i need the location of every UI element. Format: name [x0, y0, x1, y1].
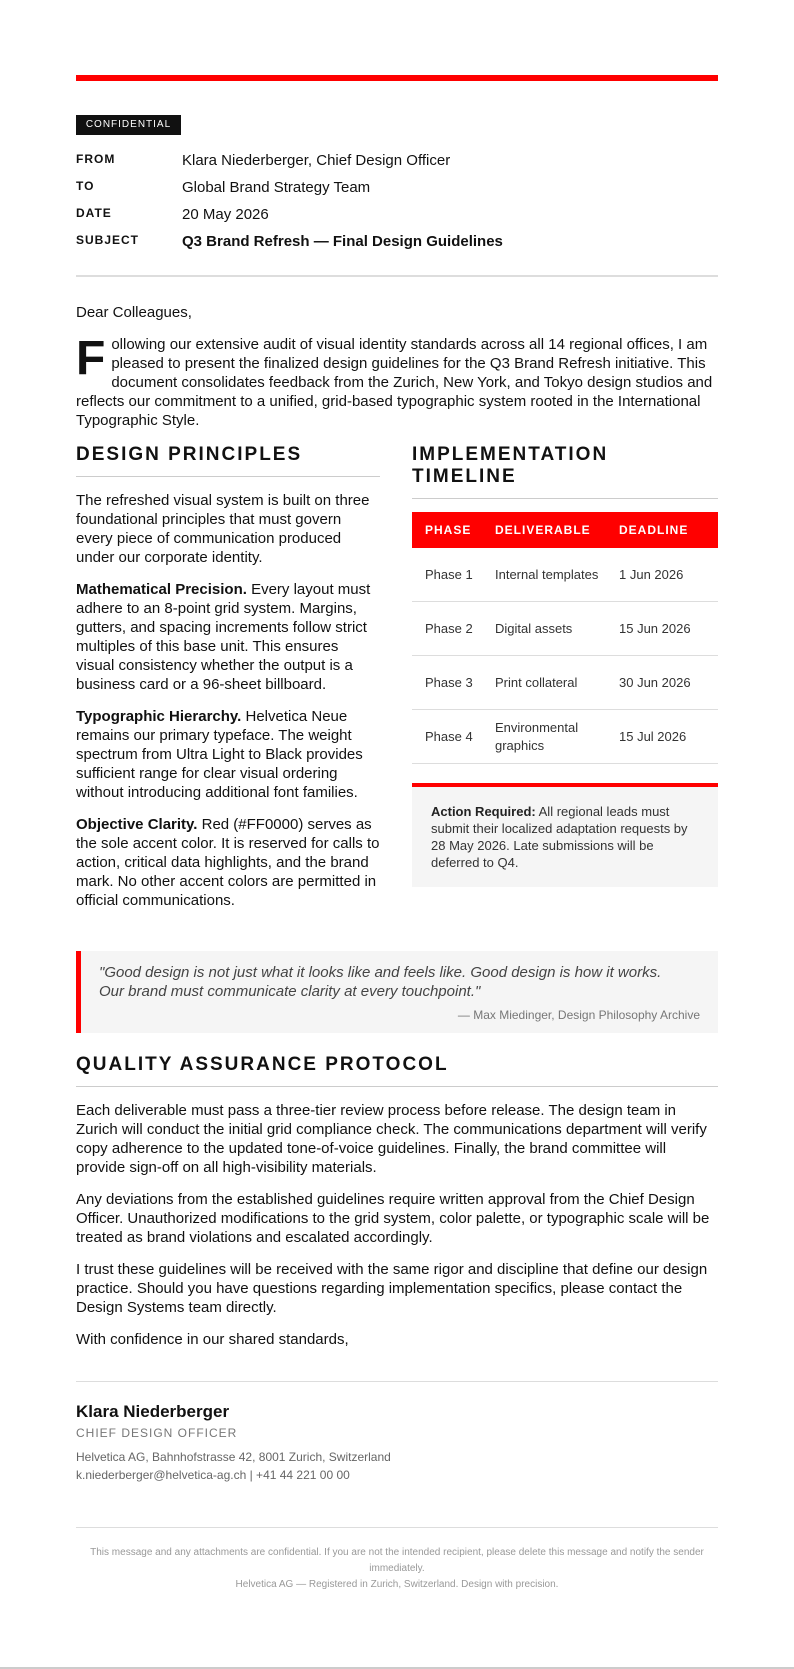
date-value: 20 May 2026 — [182, 206, 269, 223]
design-principles-section — [76, 444, 380, 910]
phase-cell: Phase 3 — [412, 656, 482, 710]
design-principles-heading: DESIGN PRINCIPLES — [76, 444, 303, 465]
implementation-timeline-section — [412, 444, 718, 887]
subject-label: SUBJECT — [76, 233, 140, 247]
quality-assurance-section — [76, 1054, 718, 1349]
column-header-phase: PHASE — [412, 512, 482, 548]
deliverable-cell: Digital assets — [482, 602, 606, 656]
intro-paragraph — [76, 332, 718, 430]
date-row — [76, 204, 718, 231]
section-divider — [76, 1086, 718, 1087]
intro-text: ollowing our extensive audit of visual identity standards across all 14 regional offices, I am pleased to present the finalized design guidelines for the Q3 Brand Refresh initiative. This document consolidates feedback from the Zurich, New York, and Tokyo design studios and reflects our commitment to a unified, grid-based typographic system rooted in the International Typographic Style. — [76, 336, 713, 429]
qa-paragraph: I trust these guidelines will be received with the same rigor and discipline that define our design practice. Should you have questions regarding implementation specifics, please contact the Design Systems team directly. — [76, 1261, 708, 1316]
action-required-callout — [412, 783, 718, 887]
timeline-heading: IMPLEMENTATION TIMELINE — [412, 444, 609, 487]
deliverable-cell: Environmental graphics — [482, 710, 606, 764]
header-divider — [76, 275, 718, 277]
table-row — [412, 602, 718, 656]
table-header-row — [412, 512, 718, 548]
deliverable-cell: Internal templates — [482, 548, 606, 602]
footer — [76, 1545, 718, 1593]
principle-item — [76, 580, 380, 694]
principle-text: Red (#FF0000) serves as the sole accent color. It is reserved for calls to action, critical data highlights, and the brand mark. No other accent colors are permitted in official communications. — [76, 816, 380, 909]
confidential-badge: CONFIDENTIAL — [76, 115, 181, 135]
principles-lead: The refreshed visual system is built on three foundational principles that must govern every piece of communication produced under our corporate identity. — [76, 492, 370, 566]
quote-citation: — Max Miedinger, Design Philosophy Archive — [457, 1008, 700, 1022]
principle-title: Mathematical Precision. — [76, 581, 247, 598]
principle-title: Typographic Hierarchy. — [76, 708, 242, 725]
memo-header — [76, 150, 718, 258]
subject-row — [76, 231, 718, 258]
table-row — [412, 710, 718, 764]
deadline-cell: 15 Jun 2026 — [606, 602, 718, 656]
top-accent-rule — [76, 75, 718, 81]
signature-name: Klara Niederberger — [76, 1402, 230, 1421]
closing-line: With confidence in our shared standards, — [76, 1331, 349, 1348]
signature-divider — [76, 1381, 718, 1382]
from-row — [76, 150, 718, 177]
phase-cell: Phase 4 — [412, 710, 482, 764]
deadline-cell: 15 Jul 2026 — [606, 710, 718, 764]
principle-text: Every layout must adhere to an 8-point grid system. Margins, gutters, and spacing increments follow strict multiples of this base unit. This ensures visual consistency whether the output is a business card or a 96-sheet billboard. — [76, 581, 371, 693]
phase-cell: Phase 2 — [412, 602, 482, 656]
deadline-cell: 30 Jun 2026 — [606, 656, 718, 710]
action-text: All regional leads must submit their localized adaptation requests by 28 May 2026. Late submissions will be deferred to Q4. — [431, 804, 688, 870]
column-header-deliverable: DELIVERABLE — [482, 512, 606, 548]
signature-address: Helvetica AG, Bahnhofstrasse 42, 8001 Zurich, Switzerland — [76, 1450, 391, 1464]
timeline-table — [412, 512, 718, 764]
salutation: Dear Colleagues, — [76, 304, 192, 321]
from-value: Klara Niederberger, Chief Design Officer — [182, 152, 451, 169]
table-row — [412, 656, 718, 710]
section-divider — [76, 476, 380, 477]
footer-registration: Helvetica AG — Registered in Zurich, Switzerland. Design with precision. — [235, 1579, 559, 1590]
footer-divider — [76, 1527, 718, 1528]
principle-item — [76, 707, 380, 802]
qa-paragraph: Any deviations from the established guidelines require written approval from the Chief Design Officer. Unauthorized modifications to the grid system, color palette, or typographic scale will be treated as brand violations and escalated accordingly. — [76, 1191, 710, 1246]
subject-value: Q3 Brand Refresh — Final Design Guidelines — [182, 233, 503, 250]
date-label: DATE — [76, 206, 112, 220]
pull-quote — [76, 951, 718, 1033]
signature-contact[interactable]: k.niederberger@helvetica-ag.ch | +41 44 221 00 00 — [76, 1468, 350, 1482]
to-value: Global Brand Strategy Team — [182, 179, 371, 196]
to-label: TO — [76, 179, 95, 193]
table-row — [412, 548, 718, 602]
column-header-deadline: DEADLINE — [606, 512, 718, 548]
principle-title: Objective Clarity. — [76, 816, 198, 833]
quote-text: "Good design is not just what it looks like and feels like. Good design is how it works. Our brand must communicate clarity at every touchpoint." — [99, 964, 662, 1000]
qa-paragraph: Each deliverable must pass a three-tier review process before release. The design team in Zurich will conduct the initial grid compliance check. The communications department will verify copy adherence to the updated tone-of-voice guidelines. Finally, the brand committee will provide sign-off on all high-visibility materials. — [76, 1102, 707, 1176]
drop-cap: F — [76, 332, 106, 385]
section-divider — [412, 498, 718, 499]
signature-title: CHIEF DESIGN OFFICER — [76, 1426, 238, 1440]
deadline-cell: 1 Jun 2026 — [606, 548, 718, 602]
principle-item — [76, 815, 380, 910]
action-label: Action Required: — [431, 804, 536, 819]
qa-heading: QUALITY ASSURANCE PROTOCOL — [76, 1054, 449, 1075]
deliverable-cell: Print collateral — [482, 656, 606, 710]
to-row — [76, 177, 718, 204]
from-label: FROM — [76, 152, 116, 166]
footer-disclaimer: This message and any attachments are confidential. If you are not the intended recipient, please delete this message and notify the sender immediately. — [90, 1547, 704, 1574]
phase-cell: Phase 1 — [412, 548, 482, 602]
principle-text: Helvetica Neue remains our primary typeface. The weight spectrum from Ultra Light to Black provides sufficient range for clear visual ordering without introducing additional font families. — [76, 708, 363, 801]
